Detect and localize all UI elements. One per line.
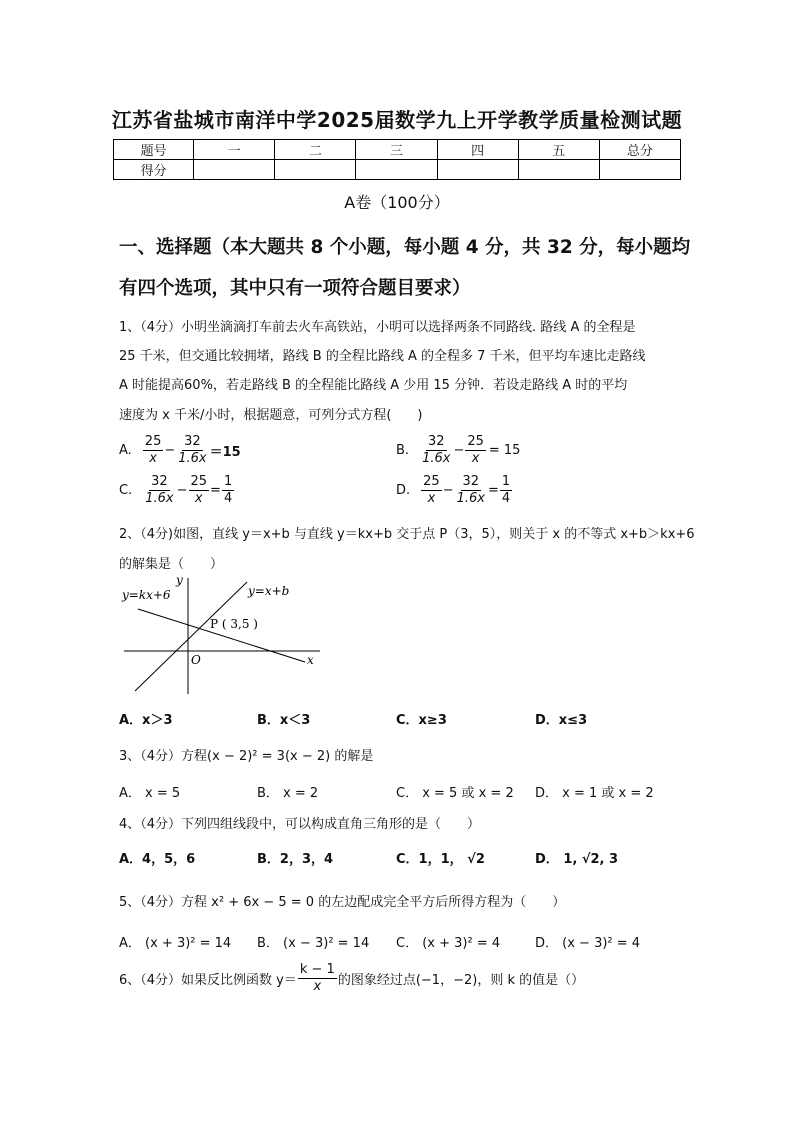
fraction <box>455 474 487 507</box>
option-label: D. <box>396 483 411 498</box>
fraction <box>465 434 486 467</box>
score-header-cell: 二 <box>275 140 356 160</box>
numerator: k − 1 <box>299 962 335 977</box>
q4-option-c[interactable]: C．1，1， √2 <box>396 852 485 867</box>
q1-text-line: 1、（4分）小明坐滴滴打车前去火车高铁站，小明可以选择两条不同路线. 路线 A 的全程是 <box>119 320 636 335</box>
denominator: x <box>313 979 322 994</box>
q1-text-line: A 时能提高60%，若走路线 B 的全程能比路线 A 少用 15 分钟．若设走路线 A 时的平均 <box>119 378 628 393</box>
score-cell[interactable] <box>194 160 275 180</box>
section-heading-line1: 一、选择题（本大题共 8 个小题，每小题 4 分，共 32 分，每小题均 <box>119 237 691 258</box>
label-y-axis: y <box>176 573 183 587</box>
q4-text: 4、（4分）下列四组线段中，可以构成直角三角形的是（ ） <box>119 817 481 832</box>
q3-option-d[interactable]: D． x = 1 或 x = 2 <box>535 786 654 801</box>
denominator: x <box>194 491 203 506</box>
q2-text-line1: 2、（4分)如图，直线 y＝x+b 与直线 y＝kx+b 交于点 P（3，5），则关于 x 的不等式 x+b＞kx+6 <box>119 527 695 542</box>
equals-sign: = <box>487 483 499 498</box>
q1-option-a[interactable] <box>119 434 241 467</box>
q2-option-d[interactable]: D．x≤3 <box>535 713 588 728</box>
denominator: 1.6x <box>456 491 485 506</box>
denominator: x <box>471 451 480 466</box>
option-label: C. <box>119 483 133 498</box>
numerator: 1 <box>223 474 233 489</box>
q4-option-b[interactable]: B．2，3，4 <box>257 852 334 867</box>
q3-text: 3、（4分）方程(x − 2)² = 3(x − 2) 的解是 <box>119 749 374 764</box>
denominator: 1.6x <box>145 491 174 506</box>
q6-text <box>119 962 584 995</box>
label-x-axis: x <box>307 653 314 667</box>
minus-sign: − <box>176 483 188 498</box>
denominator: x <box>427 491 436 506</box>
fraction <box>420 434 452 467</box>
q1-text-line: 25 千米，但交通比较拥堵，路线 B 的全程比路线 A 的全程多 7 千米，但平均车速比走路线 <box>119 349 646 364</box>
score-header-cell: 四 <box>437 140 518 160</box>
numerator: 32 <box>427 434 445 449</box>
label-point-p: P ( 3,5 ) <box>210 617 258 631</box>
numerator: 25 <box>144 434 162 449</box>
q5-option-d[interactable]: D． (x − 3)² = 4 <box>535 936 641 951</box>
denominator: 4 <box>501 491 511 506</box>
option-label: B. <box>396 443 410 458</box>
page-title: 江苏省盐城市南洋中学2025届数学九上开学教学质量检测试题 <box>111 108 683 132</box>
score-cell[interactable] <box>356 160 437 180</box>
score-header-cell: 三 <box>356 140 437 160</box>
q3-option-b[interactable]: B． x = 2 <box>257 786 319 801</box>
rhs: ＝15 <box>209 445 241 460</box>
label-kx-line: y=kx+6 <box>122 588 171 602</box>
rhs: = 15 <box>488 443 521 458</box>
denominator: 1.6x <box>178 451 207 466</box>
q2-option-c[interactable]: C．x≥3 <box>396 713 447 728</box>
equals-sign: = <box>210 483 221 498</box>
option-label: A. <box>119 443 132 458</box>
score-row-label: 得分 <box>114 160 194 180</box>
score-header-cell: 一 <box>194 140 275 160</box>
score-cell[interactable] <box>275 160 356 180</box>
q4-option-d[interactable]: D． 1, √2, 3 <box>535 852 619 867</box>
denominator: x <box>149 451 157 466</box>
fraction <box>189 474 210 507</box>
fraction <box>143 434 164 467</box>
score-table-score-row <box>114 160 681 180</box>
q1-option-c[interactable] <box>119 474 235 507</box>
q2-graph <box>118 572 328 702</box>
score-table-header-row <box>114 140 681 160</box>
score-header-cell: 题号 <box>114 140 194 160</box>
q3-option-a[interactable]: A． x = 5 <box>119 786 181 801</box>
section-heading-line2: 有四个选项，其中只有一项符合题目要求） <box>119 278 471 299</box>
q5-option-c[interactable]: C． (x + 3)² = 4 <box>396 936 501 951</box>
score-cell[interactable] <box>437 160 518 180</box>
numerator: 25 <box>423 474 440 489</box>
q5-option-a[interactable]: A． (x + 3)² = 14 <box>119 936 232 951</box>
q2-option-a[interactable]: A．x＞3 <box>119 713 173 728</box>
numerator: 32 <box>184 434 201 449</box>
fraction <box>176 434 208 467</box>
q6-prefix: 6、（4分）如果反比例函数 y＝ <box>119 973 297 988</box>
fraction <box>222 474 234 507</box>
q6-suffix: 的图象经过点(−1，−2)，则 k 的值是（） <box>337 973 585 988</box>
score-header-cell: 五 <box>518 140 599 160</box>
denominator: 1.6x <box>422 451 451 466</box>
fraction <box>500 474 512 507</box>
label-origin: O <box>191 653 201 667</box>
q2-text-line2: 的解集是（ ） <box>119 557 224 572</box>
fraction <box>298 962 337 995</box>
q4-option-a[interactable]: A．4，5，6 <box>119 852 196 867</box>
denominator: 4 <box>223 491 233 506</box>
numerator: 32 <box>462 474 480 489</box>
minus-sign: − <box>453 443 465 458</box>
fraction <box>143 474 175 507</box>
section-subtitle: A卷（100分） <box>344 193 450 212</box>
q3-option-c[interactable]: C． x = 5 或 x = 2 <box>396 786 514 801</box>
minus-sign: − <box>442 483 454 498</box>
q1-text-line: 速度为 x 千米/小时，根据题意，可列分式方程( ) <box>119 408 423 423</box>
label-xb-line: y=x+b <box>248 584 290 598</box>
q1-option-b[interactable] <box>396 434 520 467</box>
numerator: 25 <box>467 434 484 449</box>
numerator: 1 <box>501 474 511 489</box>
q5-option-b[interactable]: B． (x − 3)² = 14 <box>257 936 370 951</box>
numerator: 25 <box>190 474 208 489</box>
q1-option-d[interactable] <box>396 474 513 507</box>
score-cell[interactable] <box>599 160 680 180</box>
score-header-cell: 总分 <box>599 140 680 160</box>
score-cell[interactable] <box>518 160 599 180</box>
minus-sign: − <box>164 443 176 458</box>
fraction <box>421 474 442 507</box>
numerator: 32 <box>151 474 168 489</box>
q2-option-b[interactable]: B．x＜3 <box>257 713 311 728</box>
score-table <box>113 139 681 180</box>
q5-text: 5、（4分）方程 x² + 6x − 5 = 0 的左边配成完全平方后所得方程为（ ） <box>119 895 566 910</box>
